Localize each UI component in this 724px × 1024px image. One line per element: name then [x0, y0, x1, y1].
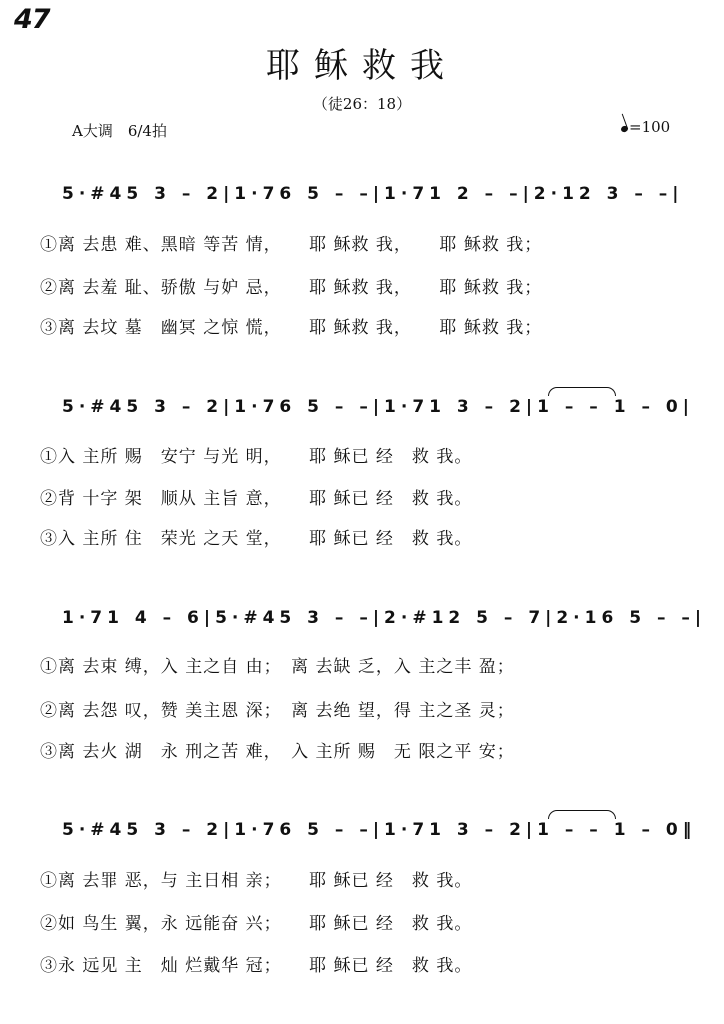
lyric-1-3: ③离 去坟 墓 幽冥 之惊 慌， 耶 稣救 我， 耶 稣救 我；	[40, 318, 543, 338]
lyric-3-1: ①离 去束 缚，入 主之自 由； 离 去缺 乏，入 主之丰 盈；	[40, 657, 515, 677]
notation-line-2: 5·#45 3 – 2|1·76 5 – –|1·71 3 – 2|1 – – 1 – 0|	[62, 397, 694, 417]
quarter-note-icon	[620, 125, 629, 133]
tie-arc-1	[548, 387, 616, 396]
lyric-4-1: ①离 去罪 恶，与 主日相 亲； 耶 稣已 经 救 我。	[40, 871, 473, 891]
lyric-1-1: ①离 去患 难、黑暗 等苦 情， 耶 稣救 我， 耶 稣救 我；	[40, 235, 543, 255]
key-signature: A大调 6/4拍	[72, 122, 167, 140]
lyric-3-2: ②离 去怨 叹，赞 美主恩 深； 离 去绝 望，得 主之圣 灵；	[40, 701, 515, 721]
notation-line-1: 5·#45 3 – 2|1·76 5 – –|1·71 2 – –|2·12 3 – –|	[62, 184, 684, 204]
scripture-reference: （徒26：18）	[312, 95, 412, 113]
lyric-1-2: ②离 去羞 耻、骄傲 与妒 忌， 耶 稣救 我， 耶 稣救 我；	[40, 278, 543, 298]
lyric-4-2: ②如 鸟生 翼，永 远能奋 兴； 耶 稣已 经 救 我。	[40, 914, 473, 934]
tempo-marking	[621, 118, 670, 136]
lyric-4-3: ③永 远见 主 灿 烂戴华 冠； 耶 稣已 经 救 我。	[40, 956, 473, 976]
page-number: 47	[14, 4, 50, 35]
lyric-2-2: ②背 十字 架 顺从 主旨 意， 耶 稣已 经 救 我。	[40, 489, 473, 509]
lyric-2-1: ①入 主所 赐 安宁 与光 明， 耶 稣已 经 救 我。	[40, 447, 473, 467]
notation-line-4: 5·#45 3 – 2|1·76 5 – –|1·71 3 – 2|1 – – 1 – 0‖	[62, 820, 697, 840]
song-title: 耶稣救我	[266, 46, 458, 86]
lyric-2-3: ③入 主所 住 荣光 之天 堂， 耶 稣已 经 救 我。	[40, 529, 473, 549]
tie-arc-2	[548, 810, 616, 819]
notation-line-3: 1·71 4 – 6|5·#45 3 – –|2·#12 5 – 7|2·16 5 – –|	[62, 608, 707, 628]
lyric-3-3: ③离 去火 湖 永 刑之苦 难， 入 主所 赐 无 限之平 安；	[40, 742, 515, 762]
tempo-value: =100	[629, 118, 671, 136]
